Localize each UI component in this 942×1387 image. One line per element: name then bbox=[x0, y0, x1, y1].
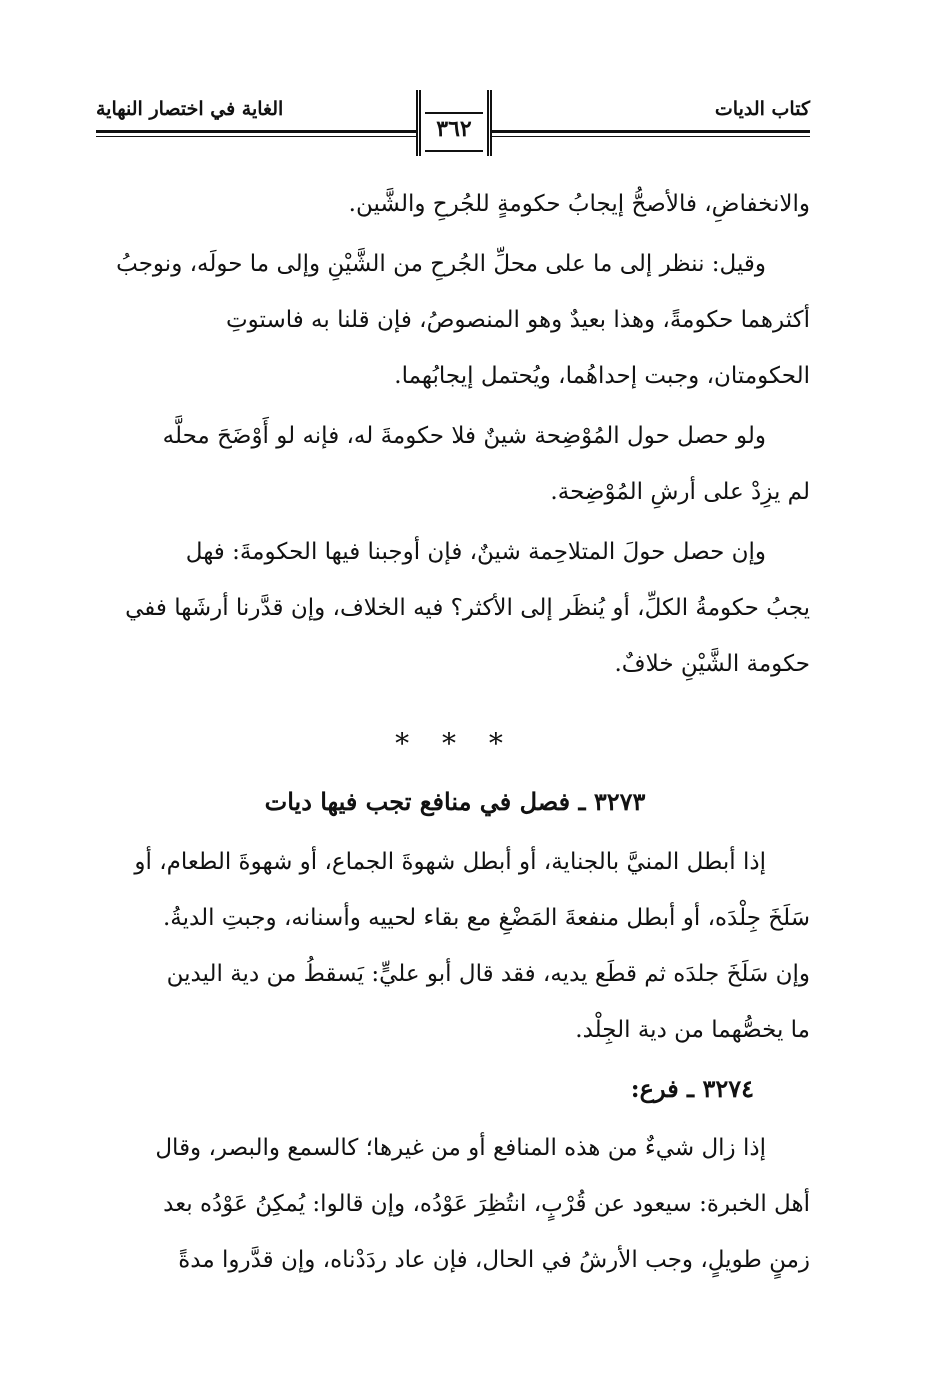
text-line: إذا أبطل المنيَّ بالجناية، أو أبطل شهوةَ الجماع، أو شهوةَ الطعام، أو bbox=[134, 849, 766, 875]
text-line: لم يزِدْ على أرشِ المُوْضِحة. bbox=[550, 479, 810, 505]
page-body bbox=[100, 176, 810, 1288]
text-line: ولو حصل حول المُوْضِحة شينٌ فلا حكومةَ له، فإنه لو أَوْضَحَ محلَّه bbox=[162, 423, 766, 449]
text-line: زمنٍ طويلٍ، وجب الأرشُ في الحال، فإن عاد ردَدْناه، وإن قدَّروا مدةً bbox=[178, 1247, 810, 1273]
text-line: إذا زال شيءٌ من هذه المنافع أو من غيرها؛ كالسمع والبصر، وقال bbox=[155, 1135, 766, 1161]
page-number-frame bbox=[416, 90, 492, 156]
text-line: سَلَخَ جِلْدَه، أو أبطل منفعةَ المَضْغِ مع بقاء لحييه وأسنانه، وجبتِ الديةُ. bbox=[162, 905, 810, 931]
paragraph bbox=[100, 236, 810, 404]
text-line: أكثرهما حكومةً، وهذا بعيدٌ وهو المنصوصُ، فإن قلنا به فاستوتِ bbox=[225, 307, 810, 333]
paragraph bbox=[100, 834, 810, 1058]
text-line: ما يخصُّهما من دية الجِلْد. bbox=[575, 1017, 810, 1043]
text-line: وقيل: ننظر إلى ما على محلِّ الجُرحِ من الشَّيْنِ وإلى ما حولَه، ونوجبُ bbox=[116, 251, 766, 277]
text-line: وإن حصل حولَ المتلاحِمة شينٌ، فإن أوجبنا فيها الحكومةَ: فهل bbox=[185, 539, 766, 565]
text-line: أهل الخبرة: سيعود عن قُرْبٍ، انتُظِرَ عَوْدُه، وإن قالوا: يُمكِنُ عَوْدُه بعد bbox=[163, 1191, 810, 1217]
chapter-title: كتاب الديات bbox=[714, 98, 810, 120]
text-line: يجبُ حكومةُ الكلِّ، أو يُنظَر إلى الأكثر؟ فيه الخلاف، وإن قدَّرنا أرشَها ففي bbox=[125, 595, 810, 621]
paragraph bbox=[100, 176, 810, 232]
paragraph bbox=[100, 408, 810, 520]
subsection-heading: ٣٢٧٤ ـ فرع: bbox=[630, 1074, 754, 1103]
section-separator: * * * bbox=[395, 727, 515, 760]
book-title: الغاية في اختصار النهاية bbox=[96, 98, 284, 120]
paragraph bbox=[100, 524, 810, 692]
page-number: ٣٦٢ bbox=[436, 116, 472, 142]
page-header bbox=[96, 88, 810, 168]
paragraph bbox=[100, 1120, 810, 1288]
text-line: وإن سَلَخَ جلدَه ثم قطَع يديه، فقد قال أبو عليٍّ: يَسقطُ من دية اليدين bbox=[166, 961, 810, 987]
text-line: حكومة الشَّيْنِ خلافٌ. bbox=[614, 651, 810, 677]
section-heading: ٣٢٧٣ ـ فصل في منافع تجب فيها ديات bbox=[264, 787, 646, 816]
text-line: والانخفاضِ، فالأصحُّ إيجابُ حكومةٍ للجُرحِ والشَّين. bbox=[348, 191, 810, 217]
text-line: الحكومتان، وجبت إحداهُما، ويُحتمل إيجابُهما. bbox=[394, 363, 810, 389]
